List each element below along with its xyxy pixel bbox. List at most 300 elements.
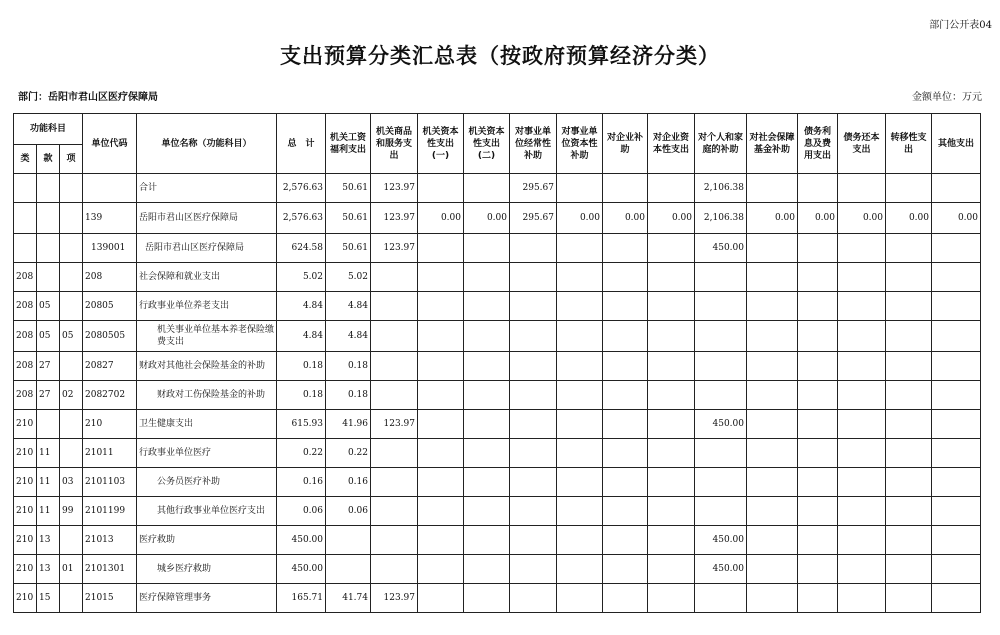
cell-kuan [37,410,60,439]
cell-kuan [37,263,60,292]
cell-c2 [371,292,418,321]
cell-c7 [603,321,648,352]
cell-c4 [464,174,510,203]
cell-c10 [747,439,798,468]
cell-total: 4.84 [277,321,326,352]
cell-c4 [464,555,510,584]
cell-c11 [798,174,838,203]
cell-c1: 41.74 [326,584,371,613]
page-title: 支出预算分类汇总表（按政府预算经济分类） [280,44,720,68]
cell-c13 [886,584,932,613]
cell-c4 [464,439,510,468]
unit-name-header: 单位名称（功能科目） [137,114,277,174]
cell-c8 [648,321,695,352]
cell-c8: 0.00 [648,203,695,234]
col-header-c12: 债务还本支出 [838,114,886,174]
cell-c11 [798,321,838,352]
cell-c5 [510,234,557,263]
table-row [14,526,981,555]
cell-c8 [648,555,695,584]
cell-xiang [60,410,83,439]
func-subject-header: 功能科目 [14,114,83,145]
cell-c3 [418,410,464,439]
cell-total: 5.02 [277,263,326,292]
cell-c9 [695,352,747,381]
cell-kuan: 13 [37,555,60,584]
cell-code: 21013 [83,526,137,555]
cell-c2: 123.97 [371,203,418,234]
cell-c3 [418,584,464,613]
cell-c6 [557,526,603,555]
cell-c14 [932,497,981,526]
cell-c6 [557,321,603,352]
cell-name: 社会保障和就业支出 [137,263,277,292]
cell-code: 20827 [83,352,137,381]
cell-c5 [510,410,557,439]
cell-name: 行政事业单位医疗 [137,439,277,468]
cell-c12 [838,468,886,497]
cell-c8 [648,584,695,613]
table-row [14,174,981,203]
cell-c3 [418,292,464,321]
cell-name: 医疗保障管理事务 [137,584,277,613]
cell-c4 [464,497,510,526]
cell-c2: 123.97 [371,584,418,613]
cell-c10: 0.00 [747,203,798,234]
cell-c3 [418,263,464,292]
cell-kuan [37,203,60,234]
cell-c1 [326,555,371,584]
cell-c3 [418,555,464,584]
cell-lei: 210 [14,555,37,584]
cell-c10 [747,468,798,497]
cell-xiang: 03 [60,468,83,497]
cell-c11 [798,352,838,381]
cell-c12 [838,526,886,555]
cell-c9 [695,321,747,352]
cell-c8 [648,410,695,439]
cell-code: 2101199 [83,497,137,526]
cell-c2 [371,526,418,555]
table-row [14,584,981,613]
cell-c13 [886,410,932,439]
table-row [14,468,981,497]
cell-c1: 0.22 [326,439,371,468]
cell-c2 [371,321,418,352]
cell-code [83,174,137,203]
cell-total: 165.71 [277,584,326,613]
cell-c1: 0.16 [326,468,371,497]
table-body [14,174,981,613]
cell-name: 城乡医疗救助 [137,555,277,584]
cell-code: 21015 [83,584,137,613]
cell-c1: 41.96 [326,410,371,439]
cell-c9: 2,106.38 [695,174,747,203]
cell-c5 [510,555,557,584]
cell-lei: 210 [14,526,37,555]
col-header-c8: 对企业资本性支出 [648,114,695,174]
cell-c6 [557,352,603,381]
cell-kuan: 15 [37,584,60,613]
cell-c2 [371,555,418,584]
cell-c9: 450.00 [695,555,747,584]
cell-xiang [60,263,83,292]
cell-c12 [838,497,886,526]
cell-c8 [648,234,695,263]
table-row [14,410,981,439]
cell-c10 [747,497,798,526]
cell-c7 [603,526,648,555]
cell-lei [14,174,37,203]
cell-c8 [648,468,695,497]
cell-c13 [886,321,932,352]
cell-c8 [648,263,695,292]
cell-c14 [932,263,981,292]
cell-name: 行政事业单位养老支出 [137,292,277,321]
cell-c1: 5.02 [326,263,371,292]
table-row [14,234,981,263]
cell-name: 财政对其他社会保险基金的补助 [137,352,277,381]
cell-c3 [418,321,464,352]
cell-c11 [798,555,838,584]
cell-total: 0.18 [277,352,326,381]
cell-c11 [798,263,838,292]
cell-c10 [747,174,798,203]
unit-label: 金额单位：万元 [912,92,982,103]
cell-xiang [60,292,83,321]
cell-name: 合计 [137,174,277,203]
cell-xiang: 99 [60,497,83,526]
cell-lei [14,203,37,234]
cell-lei: 208 [14,321,37,352]
cell-c4 [464,526,510,555]
cell-c1: 0.18 [326,381,371,410]
cell-c7 [603,174,648,203]
col-header-c14: 其他支出 [932,114,981,174]
cell-kuan: 13 [37,526,60,555]
cell-kuan [37,174,60,203]
cell-c3 [418,174,464,203]
table-row [14,439,981,468]
cell-c2 [371,468,418,497]
cell-c13 [886,555,932,584]
cell-c6 [557,555,603,584]
cell-c11: 0.00 [798,203,838,234]
table-row [14,203,981,234]
cell-c5 [510,526,557,555]
cell-xiang [60,526,83,555]
cell-c4 [464,468,510,497]
cell-c14: 0.00 [932,203,981,234]
cell-c3 [418,468,464,497]
cell-total: 450.00 [277,555,326,584]
cell-c12 [838,381,886,410]
cell-c2 [371,497,418,526]
cell-c6 [557,468,603,497]
cell-c10 [747,381,798,410]
unit-code-header: 单位代码 [83,114,137,174]
cell-c3 [418,381,464,410]
cell-c10 [747,526,798,555]
cell-c11 [798,468,838,497]
cell-c7 [603,410,648,439]
cell-c4 [464,234,510,263]
cell-c14 [932,555,981,584]
cell-lei: 210 [14,410,37,439]
cell-c1: 4.84 [326,321,371,352]
cell-lei [14,234,37,263]
col-header-c10: 对社会保障基金补助 [747,114,798,174]
cell-kuan: 11 [37,439,60,468]
cell-c14 [932,584,981,613]
cell-c13 [886,497,932,526]
cell-xiang [60,352,83,381]
cell-c3 [418,234,464,263]
cell-code: 139 [83,203,137,234]
cell-code: 20805 [83,292,137,321]
cell-c7: 0.00 [603,203,648,234]
cell-lei: 210 [14,584,37,613]
cell-total: 615.93 [277,410,326,439]
cell-lei: 210 [14,497,37,526]
cell-kuan: 11 [37,468,60,497]
cell-c4 [464,410,510,439]
cell-c9 [695,584,747,613]
cell-c6 [557,439,603,468]
cell-c3 [418,439,464,468]
cell-c10 [747,292,798,321]
cell-total: 0.22 [277,439,326,468]
cell-c3 [418,497,464,526]
cell-c6 [557,174,603,203]
cell-c6 [557,584,603,613]
cell-xiang: 05 [60,321,83,352]
cell-c12 [838,292,886,321]
cell-c13 [886,381,932,410]
col-header-c6: 对事业单位资本性补助 [557,114,603,174]
cell-c11 [798,526,838,555]
cell-code: 139001 [83,234,137,263]
cell-c14 [932,352,981,381]
cell-c8 [648,439,695,468]
cell-name: 医疗救助 [137,526,277,555]
cell-code: 2082702 [83,381,137,410]
cell-xiang [60,584,83,613]
cell-c10 [747,352,798,381]
table-row [14,321,981,352]
table-row [14,352,981,381]
cell-c12 [838,263,886,292]
cell-c2: 123.97 [371,410,418,439]
cell-c5: 295.67 [510,203,557,234]
cell-c6 [557,410,603,439]
cell-c14 [932,439,981,468]
cell-total: 0.06 [277,497,326,526]
total-header: 总 计 [277,114,326,174]
cell-c6 [557,292,603,321]
cell-c2: 123.97 [371,174,418,203]
cell-c13 [886,526,932,555]
cell-c12 [838,234,886,263]
cell-code: 2080505 [83,321,137,352]
cell-c11 [798,497,838,526]
cell-c8 [648,381,695,410]
cell-total: 0.18 [277,381,326,410]
cell-c12 [838,174,886,203]
cell-c14 [932,410,981,439]
cell-name: 卫生健康支出 [137,410,277,439]
cell-c7 [603,381,648,410]
cell-code: 208 [83,263,137,292]
cell-c14 [932,234,981,263]
col-header-c7: 对企业补助 [603,114,648,174]
cell-lei: 208 [14,381,37,410]
cell-c11 [798,381,838,410]
cell-c5: 295.67 [510,174,557,203]
cell-c4 [464,381,510,410]
cell-c5 [510,321,557,352]
cell-c13 [886,234,932,263]
cell-c11 [798,234,838,263]
cell-c4: 0.00 [464,203,510,234]
cell-xiang: 01 [60,555,83,584]
table-row [14,292,981,321]
cell-code: 21011 [83,439,137,468]
cell-c5 [510,381,557,410]
cell-name: 公务员医疗补助 [137,468,277,497]
col-header-c11: 债务利息及费用支出 [798,114,838,174]
col-header-c1: 机关工资福利支出 [326,114,371,174]
cell-c7 [603,468,648,497]
cell-c9 [695,263,747,292]
cell-code: 2101301 [83,555,137,584]
cell-kuan [37,234,60,263]
cell-c6: 0.00 [557,203,603,234]
col-header-c2: 机关商品和服务支出 [371,114,418,174]
cell-name: 其他行政事业单位医疗支出 [137,497,277,526]
cell-c2 [371,439,418,468]
col-header-c3: 机关资本性支出(一) [418,114,464,174]
cell-c7 [603,263,648,292]
cell-c4 [464,584,510,613]
cell-c4 [464,292,510,321]
cell-c9 [695,497,747,526]
form-code: 部门公开表04 [929,20,992,31]
cell-total: 4.84 [277,292,326,321]
cell-c1: 50.61 [326,234,371,263]
cell-c2 [371,381,418,410]
cell-c4 [464,263,510,292]
cell-xiang [60,234,83,263]
cell-name: 财政对工伤保险基金的补助 [137,381,277,410]
cell-c1: 50.61 [326,174,371,203]
cell-name: 岳阳市君山区医疗保障局 [137,234,277,263]
cell-c1: 4.84 [326,292,371,321]
cell-c12 [838,321,886,352]
cell-kuan: 05 [37,321,60,352]
cell-c1 [326,526,371,555]
cell-total: 2,576.63 [277,174,326,203]
cell-kuan: 05 [37,292,60,321]
cell-c1: 0.18 [326,352,371,381]
cell-c14 [932,526,981,555]
cell-name: 机关事业单位基本养老保险缴费支出 [137,321,277,352]
cell-c14 [932,468,981,497]
cell-c12 [838,439,886,468]
cell-c8 [648,292,695,321]
cell-c5 [510,352,557,381]
cell-c9 [695,468,747,497]
cell-c14 [932,321,981,352]
cell-c8 [648,497,695,526]
cell-c12 [838,352,886,381]
col-header-c9: 对个人和家庭的补助 [695,114,747,174]
cell-c5 [510,584,557,613]
cell-c12 [838,584,886,613]
cell-c10 [747,584,798,613]
cell-c4 [464,352,510,381]
cell-c3 [418,352,464,381]
department-label: 部门：岳阳市君山区医疗保障局 [18,92,158,103]
cell-c13 [886,439,932,468]
cell-xiang [60,203,83,234]
cell-c2 [371,263,418,292]
cell-lei: 210 [14,439,37,468]
cell-c1: 50.61 [326,203,371,234]
cell-c12: 0.00 [838,203,886,234]
cell-c13 [886,352,932,381]
cell-c3 [418,526,464,555]
cell-c13 [886,468,932,497]
cell-c9: 450.00 [695,526,747,555]
cell-c1: 0.06 [326,497,371,526]
cell-c9: 2,106.38 [695,203,747,234]
cell-c2: 123.97 [371,234,418,263]
cell-c13 [886,263,932,292]
cell-c6 [557,381,603,410]
cell-c6 [557,234,603,263]
cell-c10 [747,263,798,292]
cell-c14 [932,381,981,410]
cell-c10 [747,410,798,439]
lei-header: 类 [14,145,37,174]
cell-name: 岳阳市君山区医疗保障局 [137,203,277,234]
cell-c13 [886,292,932,321]
kuan-header: 款 [37,145,60,174]
cell-c4 [464,321,510,352]
cell-c8 [648,174,695,203]
cell-c9 [695,439,747,468]
cell-c7 [603,352,648,381]
cell-c9: 450.00 [695,410,747,439]
cell-c11 [798,584,838,613]
cell-c6 [557,497,603,526]
col-header-c5: 对事业单位经常性补助 [510,114,557,174]
cell-total: 450.00 [277,526,326,555]
cell-xiang [60,174,83,203]
cell-c13 [886,174,932,203]
cell-total: 2,576.63 [277,203,326,234]
cell-c7 [603,555,648,584]
cell-c12 [838,410,886,439]
cell-c11 [798,292,838,321]
cell-c2 [371,352,418,381]
cell-kuan: 11 [37,497,60,526]
cell-lei: 210 [14,468,37,497]
col-header-c4: 机关资本性支出(二) [464,114,510,174]
cell-c10 [747,321,798,352]
cell-lei: 208 [14,263,37,292]
